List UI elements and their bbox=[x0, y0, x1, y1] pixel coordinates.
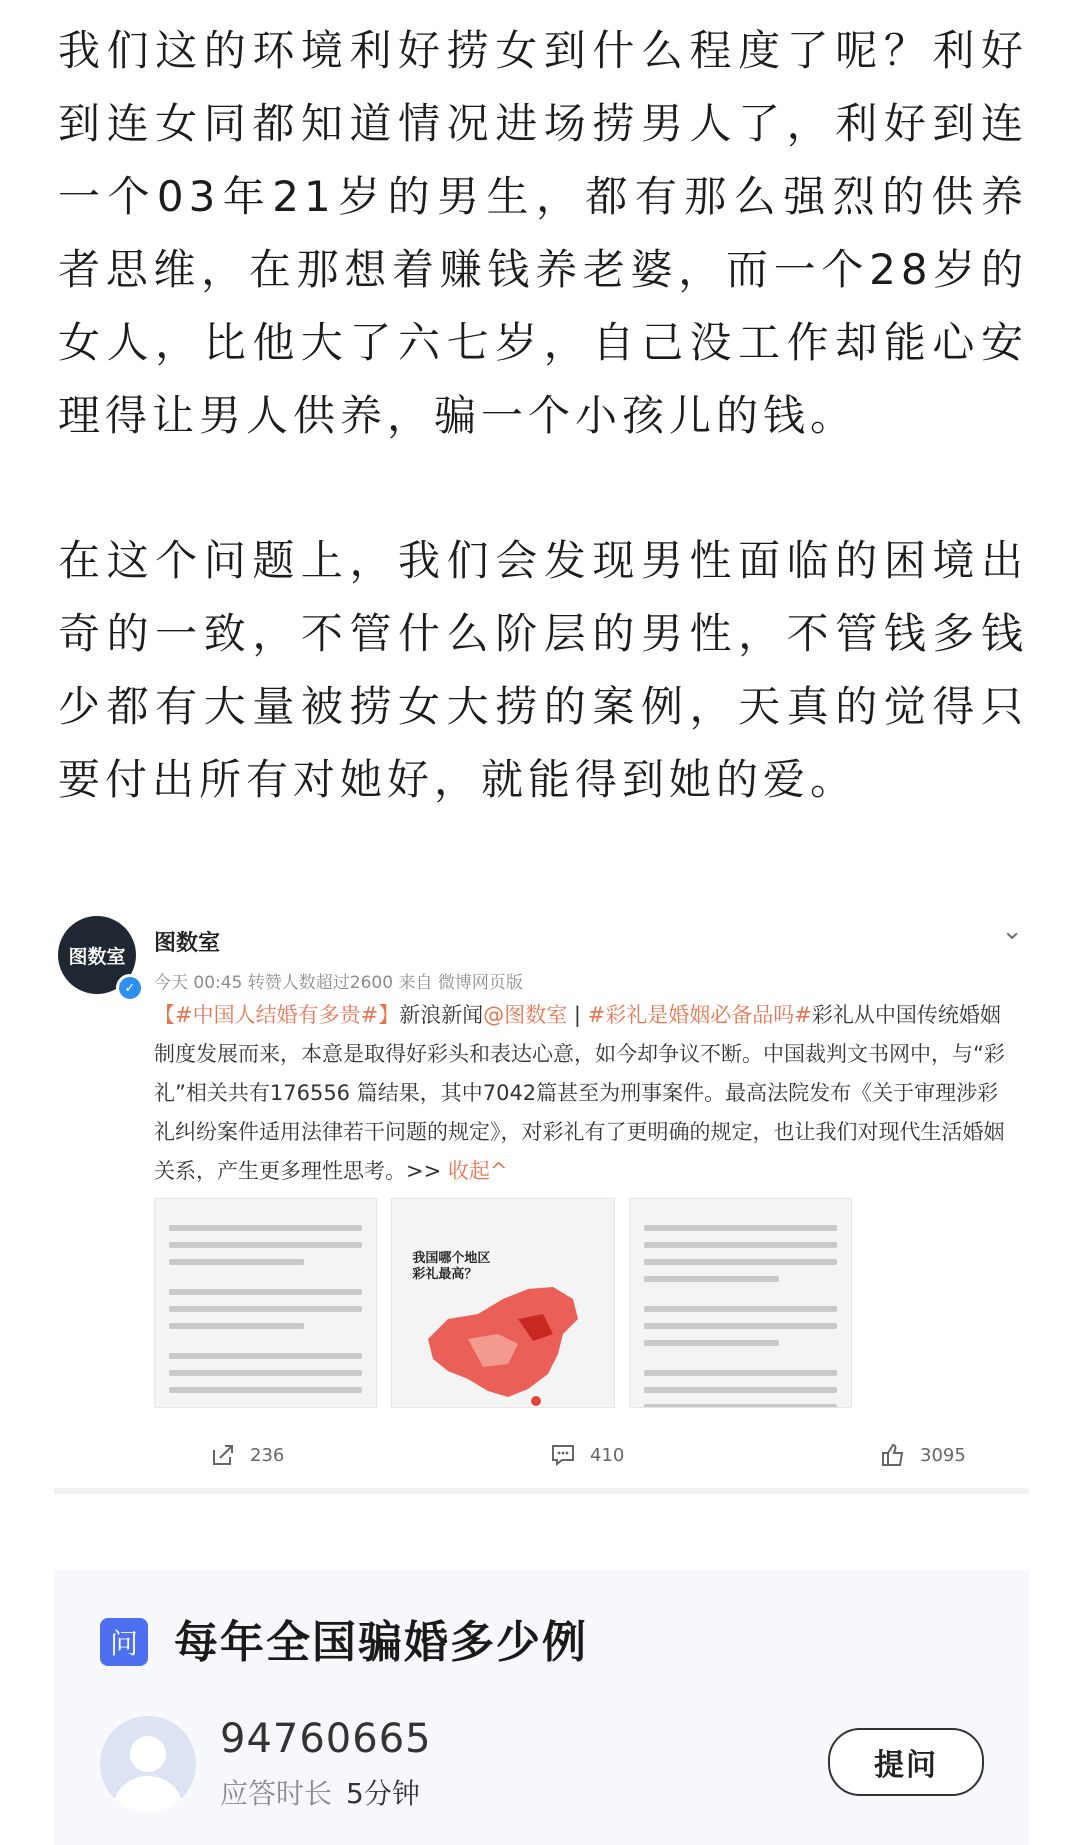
thumbs-up-icon bbox=[880, 1442, 906, 1468]
repost-count: 236 bbox=[250, 1444, 285, 1466]
thumbnail-3[interactable] bbox=[629, 1198, 852, 1408]
response-time bbox=[220, 1772, 420, 1812]
repost-icon bbox=[210, 1442, 236, 1468]
post-source: 新浪新闻 bbox=[399, 1003, 484, 1027]
like-button[interactable] bbox=[880, 1442, 966, 1468]
comment-icon bbox=[550, 1442, 576, 1468]
answerer-id: 94760665 bbox=[220, 1716, 432, 1762]
article-paragraph-2: 在这个问题上，我们会发现男性面临的困境出奇的一致，不管什么阶层的男性，不管钱多钱少都有大量被捞女大捞的案例，天真的觉得只要付出所有对她好，就能得到她的爱。 bbox=[58, 536, 1028, 804]
post-meta: 今天 00:45 转赞人数超过2600 来自 微博网页版 bbox=[154, 973, 523, 993]
image-thumbnails bbox=[154, 1198, 852, 1408]
answerer-avatar bbox=[100, 1716, 196, 1812]
repost-button[interactable] bbox=[210, 1442, 284, 1468]
question-title[interactable]: 每年全国骗婚多少例 bbox=[174, 1617, 588, 1668]
mention-link[interactable]: @图数室 bbox=[483, 1003, 568, 1027]
card-divider bbox=[54, 1488, 1029, 1494]
post-text bbox=[154, 996, 1019, 1191]
post-body: 彩礼从中国传统婚姻制度发展而来，本意是取得好彩头和表达心意，如今却争议不断。中国裁判文书网中，与“彩礼”相关共有176556 篇结果，其中7042篇甚至为刑事案件。最高法院发布《关于审理涉彩礼纠纷案件适用法律若干问题的规定》，对彩礼有了更明确的规定，也让我们对现代生活婚姻关系，产生更多理性思考。>> bbox=[154, 1003, 1005, 1183]
comment-count: 410 bbox=[590, 1444, 625, 1466]
map-title: 我国哪个地区彩礼最高？ bbox=[412, 1251, 491, 1282]
china-map-icon bbox=[408, 1279, 598, 1408]
response-time-value: 5分钟 bbox=[346, 1777, 420, 1810]
question-icon: 问 bbox=[100, 1618, 148, 1666]
comment-button[interactable] bbox=[550, 1442, 624, 1468]
post-author[interactable]: 图数室 bbox=[154, 931, 221, 956]
ask-button[interactable]: 提问 bbox=[828, 1728, 984, 1796]
hashtag-link[interactable]: 【#中国人结婚有多贵#】 bbox=[154, 1003, 400, 1027]
response-time-label: 应答时长 bbox=[220, 1777, 333, 1810]
thumbnail-2-map[interactable] bbox=[391, 1198, 614, 1408]
hashtag-link-2[interactable]: #彩礼是婚姻必备品吗# bbox=[587, 1003, 812, 1027]
chevron-down-icon[interactable]: ⌄ bbox=[1001, 916, 1023, 946]
weibo-post-card bbox=[54, 896, 1029, 1490]
post-separator: | bbox=[567, 1003, 588, 1027]
qa-card bbox=[54, 1570, 1029, 1845]
like-count: 3095 bbox=[920, 1444, 966, 1466]
post-actions bbox=[160, 1442, 980, 1482]
article-paragraph-1: 我们这的环境利好捞女到什么程度了呢？利好到连女同都知道情况进场捞男人了，利好到连一个03年21岁的男生，都有那么强烈的供养者思维，在那想着赚钱养老婆，而一个28岁的女人，比他大了六七岁，自己没工作却能心安理得让男人供养，骗一个小孩儿的钱。 bbox=[58, 26, 1028, 440]
thumbnail-1[interactable] bbox=[154, 1198, 377, 1408]
collapse-link[interactable]: 收起^ bbox=[447, 1159, 508, 1183]
verified-icon: ✓ bbox=[116, 974, 144, 1002]
avatar[interactable]: 图数室 bbox=[58, 916, 136, 994]
article-body bbox=[58, 14, 1028, 816]
